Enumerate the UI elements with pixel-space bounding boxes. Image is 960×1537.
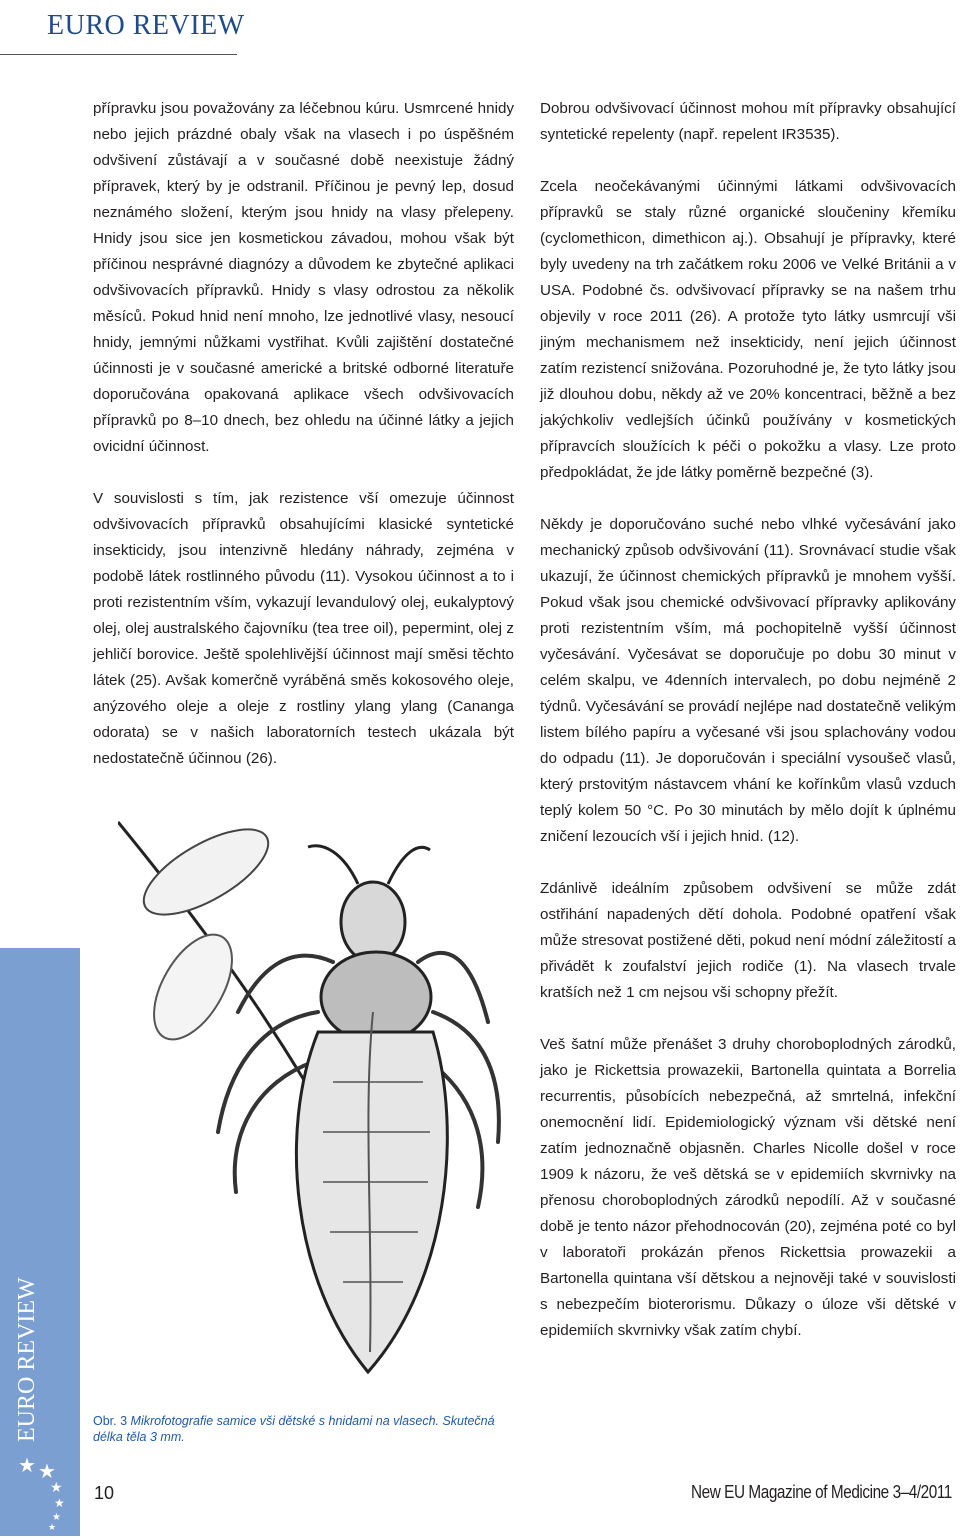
page-number: 10	[94, 1483, 115, 1503]
figure-caption	[93, 1413, 513, 1445]
svg-text:★: ★	[54, 1496, 65, 1510]
right-paragraph-5: Veš šatní může přenášet 3 druhy choroboplodných zárodků, jako je Rickettsia prowazekii, Bartonella quintata a Borrelia recurrentis, působících nebezpečná, až smrtelná, infekční onemocnění lidí. Epidemiologický význam vši dětské není zatím jednoznačně objasněn. Charles Nicolle došel v roce 1909 k názoru, že veš dětská se v epidemiích skvrnivky na přenosu choroboplodných zárodků nepodílí. Až v současné době je tento názor přehodnocován (20), zejména poté co byl v laboratoři prokázán přenos Rickettsia prowazekii a Bartonella quintana vší dětskou a nejnověji také v souvislosti s nebezpečím bioterorismu. Důkazy o úloze vši dětské v epidemiích skvrnivky však zatím chybí.	[540, 1036, 956, 1339]
figure-caption-label: Obr. 3	[93, 1414, 128, 1428]
footer-magazine-name: New EU Magazine of Medicine 3–4/2011	[691, 1482, 952, 1502]
svg-text:★: ★	[52, 1512, 61, 1523]
eu-stars-icon	[8, 1452, 72, 1532]
sidebar-title: EURO REVIEW	[14, 1277, 40, 1442]
right-paragraph-3: Někdy je doporučováno suché nebo vlhké vyčesávání jako mechanický způsob odvšivování (11). Srovnávací studie však ukazují, že účinnost chemických přípravků je mnohem vyšší. Pokud však jsou chemické odvšivovací přípravky aplikovány proti rezistentním vším, má pochopitelně vyšší účinnost vyčesávání. Vyčesávat se doporučuje po dobu 30 minut v celém skalpu, ve 4denních intervalech, po dobu nejméně 2 týdnů. Vyčesávání se provádí nejlépe nad dostatečně velikým listem bílého papíru a vyčesané vši jsou splachovány vodou do odpadu (11). Je doporučován i speciální vysoušeč vlasů, který prstovitým nástavcem vhání ke kořínkům vlasů vzduch teplý kolem 50 °C. Po 30 minutách by mělo dojít k úplnému zničení lezoucích vší i jejich hnid. (12).	[540, 516, 956, 845]
left-column	[93, 96, 514, 772]
louse-micrograph	[118, 812, 520, 1402]
svg-text:★: ★	[18, 1453, 36, 1477]
right-paragraph-4: Zdánlivě ideálním způsobem odvšivení se může zdát ostřihání napadených dětí dohola. Podobné opatření však může stresovat postižené děti, pokud není módní záležitostí a přivádět k zoufalství jejich rodiče (1). Na vlasech trvale kratších než 1 cm nejsou vši schopny přežít.	[540, 880, 956, 1001]
svg-text:★: ★	[48, 1523, 57, 1532]
header-rule	[0, 54, 237, 55]
right-column	[540, 96, 956, 1344]
magazine-header-title: EURO REVIEW	[47, 10, 245, 41]
left-paragraph-1: přípravku jsou považovány za léčebnou kúru. Usmrcené hnidy nebo jejich prázdné obaly však na vlasech i po úspěšném odvšivení zůstávají a v současné době neexistuje žádný přípravek, který by je odstranil. Příčinou je pevný lep, dosud neznámého složení, kterým jsou hnidy na vlasy přelepeny. Hnidy jsou sice jen kosmetickou závadou, mohou však být příčinou nesprávné diagnózy a důvodem ke zbytečné aplikaci odvšivovacích přípravků. Hnidy s vlasy odrostou za několik měsíců. Pokud hnid není mnoho, lze jednotlivé vlasy, nesoucí hnidy, jemnými nůžkami vystřihat. Kvůli zajištění dostatečné účinnosti je v současné americké a britské odborné literatuře doporučována opakovaná aplikace všech odvšivovacích přípravků po 8–10 dnech, bez ohledu na účinné látky a jejich ovicidní účinnost.	[93, 100, 514, 455]
sidebar-band	[0, 948, 80, 1536]
right-paragraph-1: Dobrou odvšivovací účinnost mohou mít přípravky obsahující syntetické repelenty (např. repelent IR3535).	[540, 100, 956, 143]
svg-text:★: ★	[50, 1480, 63, 1496]
svg-text:★: ★	[38, 1459, 56, 1483]
right-paragraph-2: Zcela neočekávanými účinnými látkami odvšivovacích přípravků se staly různé organické sloučeniny křemíku (cyclomethicon, dimethicon aj.). Obsahují je přípravky, které byly uvedeny na trh začátkem roku 2006 ve Velké Británii a v USA. Podobné čs. odvšivovací přípravky se na našem trhu objevily v roce 2011 (26). A protože tyto látky usmrcují vši jiným mechanismem než insekticidy, není jejich účinnost zatím rezistencí snižována. Pozoruhodné je, že tyto látky jsou již dlouhou dobu, někdy až ve 20% koncentraci, běžně a bez jakýchkoliv vedlejších účinků používány v kosmetických přípravcích sloužících k péči o pokožku a vlasy. Lze proto předpokládat, že jde látky poměrně bezpečné (3).	[540, 178, 956, 481]
figure-caption-text: Mikrofotografie samice vši dětské s hnidami na vlasech. Skutečná délka těla 3 mm.	[93, 1414, 495, 1444]
left-paragraph-2: V souvislosti s tím, jak rezistence vší omezuje účinnost odvšivovacích přípravků obsahujícími klasické syntetické insekticidy, jsou intenzivně hledány náhrady, zejména v podobě látek rostlinného původu (11). Vysokou účinnost a to i proti rezistentním vším, vykazují levandulový olej, eukalyptový olej, olej australského čajovníku (tea tree oil), pepermint, olej z jehličí borovice. Ještě spolehlivější účinnost mají směsi těchto látek (25). Avšak komerčně vyráběná směs kokosového oleje, anýzového oleje a oleje z rostliny ylang ylang (Cananga odorata) se v našich laboratorních testech ukázala být nedostatečně účinnou (26).	[93, 490, 514, 767]
